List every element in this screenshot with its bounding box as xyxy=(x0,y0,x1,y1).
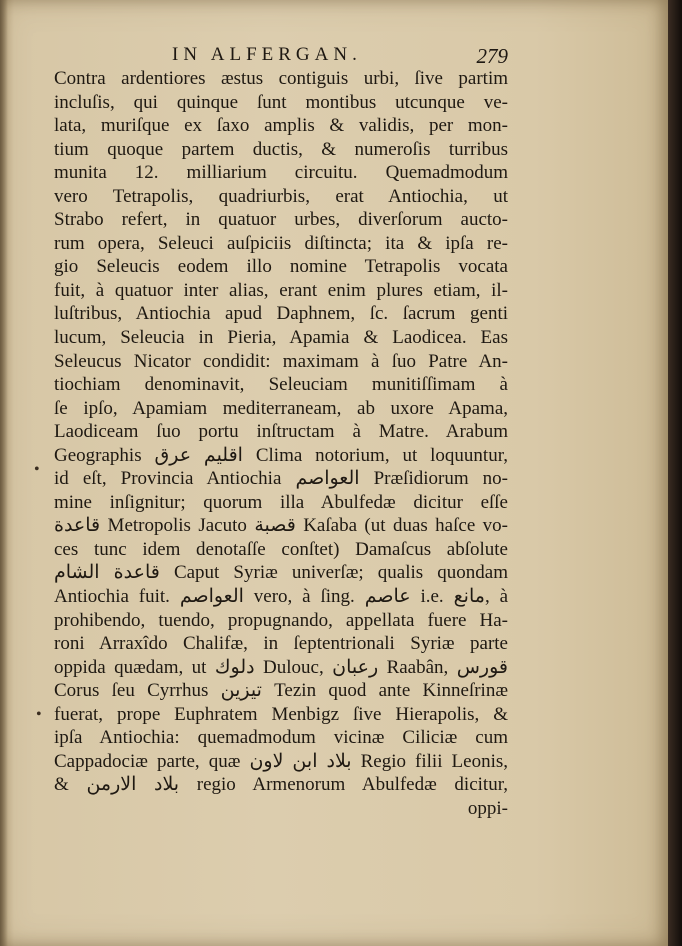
text-line-8: rum opera, Seleuci auſpiciis diſtincta; ita & ipſa re- xyxy=(54,232,508,254)
text-line-27: Corus ſeu Cyrrhus تيزين Tezin quod ante Kinneſrinæ xyxy=(54,680,508,702)
margin-mark: • xyxy=(34,461,40,478)
text-line-1: Contra ardentiores æstus contiguis urbi, ſive partim xyxy=(54,68,508,89)
text-line-7: Strabo refert, in quatuor urbes, diverſorum aucto- xyxy=(54,209,508,231)
text-line-10: fuit, à quatuor inter alias, erant enim plures etiam, il- xyxy=(54,279,508,301)
book-spine-edge xyxy=(668,0,682,946)
text-line-30: Cappadociæ parte, quæ بلاد ابن لاون Regio filii Leonis, xyxy=(54,750,508,772)
text-line-15: ſe ipſo, Apamiam mediterraneam, ab uxore Apama, xyxy=(54,397,508,419)
page-number: 279 xyxy=(476,44,508,68)
text-line-26: oppida quædam, ut دلوك Dulouc, رعبان Raabân, قورس xyxy=(54,656,508,678)
text-line-19: mine inſignitur; quorum illa Abulfedæ dicitur eſſe xyxy=(54,491,508,513)
text-line-22: قاعدة الشام Caput Syriæ univerſæ; qualis quondam xyxy=(54,562,508,584)
text-line-17: Geographis اقليم عرق Clima notorium, ut loquuntur, xyxy=(54,444,508,466)
text-line-29: ipſa Antiochia: quemadmodum vicinæ Ciliciæ cum xyxy=(54,727,508,749)
text-line-9: gio Seleucis eodem illo nomine Tetrapolis vocata xyxy=(54,256,508,278)
text-line-31: & بلاد الارمن regio Armenorum Abulfedæ dicitur, xyxy=(54,774,508,796)
text-line-25: roni Arraxîdo Chalifæ, in ſeptentrionali Syriæ parte xyxy=(54,633,508,655)
text-line-21: ces tunc idem denotaſſe conſtet) Damaſcus abſolute xyxy=(54,538,508,560)
text-line-24: prohibendo, tuendo, propugnando, appellata fuere Ha- xyxy=(54,609,508,631)
text-line-5: munita 12. milliarium circuitu. Quemadmodum xyxy=(54,162,508,184)
running-head: IN ALFERGAN. xyxy=(172,44,362,65)
text-line-6: vero Tetrapolis, quadriurbis, erat Antiochia, ut xyxy=(54,185,508,207)
text-line-2: incluſis, qui quinque ſunt montibus utcunque ve- xyxy=(54,91,508,113)
text-line-13: Seleucus Nicator condidit: maximam à ſuo Patre An- xyxy=(54,350,508,372)
text-line-23: Antiochia fuit. العواصم vero, à ſing. عاصم i.e. مانع, à xyxy=(54,586,508,608)
text-line-4: tium quoque partem ductis, & numeroſis turribus xyxy=(54,138,508,160)
text-line-3: lata, muriſque ex ſaxo amplis & validis, per mon- xyxy=(54,115,508,137)
text-line-16: Laodiceam ſuo portu inſtructam à Matre. Arabum xyxy=(54,421,508,443)
margin-mark: • xyxy=(36,706,42,723)
text-line-28: fuerat, prope Euphratem Menbigz ſive Hierapolis, & xyxy=(54,703,508,725)
catchword: oppi- xyxy=(467,797,508,819)
body-text xyxy=(54,67,508,821)
text-line-18: id eſt, Provincia Antiochia العواصم Præſidiorum no- xyxy=(54,468,508,490)
text-line-11: luſtribus, Antiochia apud Daphnem, ſc. ſacrum genti xyxy=(54,303,508,325)
text-line-12: lucum, Seleucia in Pieria, Apamia & Laodicea. Eas xyxy=(54,327,508,349)
text-line-20: قاعدة Metropolis Jacuto قصبة Kaſaba (ut duas haſce vo- xyxy=(54,515,508,537)
text-line-14: tiochiam denominavit, Seleuciam munitiſſimam à xyxy=(54,374,508,396)
